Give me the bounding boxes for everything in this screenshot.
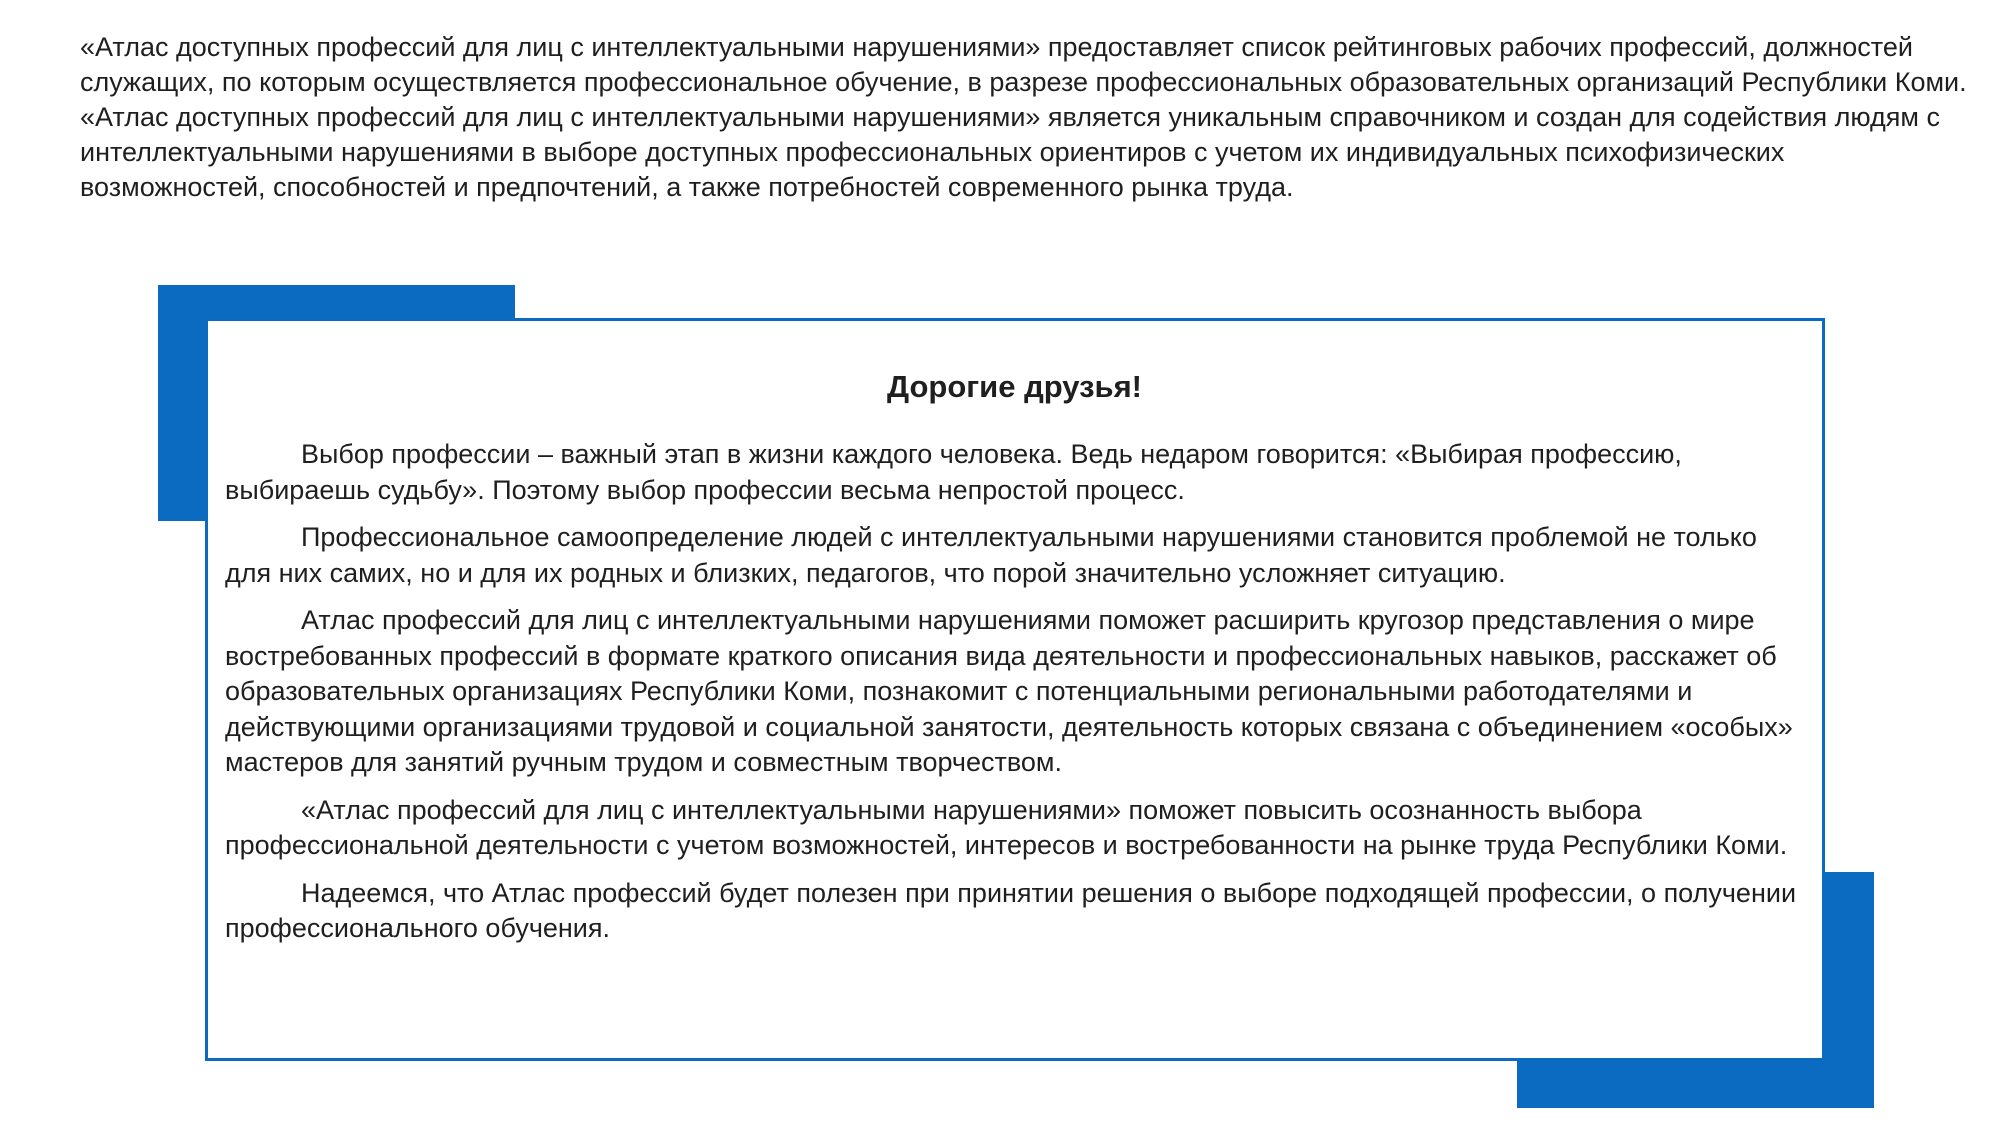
card-paragraph: Профессиональное самоопределение людей с интеллектуальными нарушениями становится проблемой не только для них самих, но и для их родных и близких, педагогов, что порой значительно усложняет ситуацию.: [225, 522, 1757, 588]
card-title: Дорогие друзья!: [886, 369, 1142, 404]
intro-paragraph: «Атлас доступных профессий для лиц с интеллектуальными нарушениями» предоставляет список рейтинговых рабочих профессий, должностей служащих, по которым осуществляется профессиональное обучение, в разрезе профессиональных образовательных организаций Республики Коми.: [80, 32, 1967, 97]
card-paragraph: Атлас профессий для лиц с интеллектуальными нарушениями поможет расширить кругозор представления о мире востребованных профессий в формате краткого описания вида деятельности и профессиональных навыков, расскажет об образовательных организациях Республики Коми, познакомит с потенциальными региональными работодателями и действующими организациями трудовой и социальной занятости, деятельность которых связана с объединением «особых» мастеров для занятий ручным трудом и совместным творчеством.: [225, 605, 1793, 777]
address-card: [205, 318, 1825, 1061]
intro-text: [80, 30, 1970, 205]
card-paragraph: Выбор профессии – важный этап в жизни каждого человека. Ведь недаром говорится: «Выбирая профессию, выбираешь судьбу». Поэтому выбор профессии весьма непростой процесс.: [225, 439, 1682, 505]
card-paragraph: «Атлас профессий для лиц с интеллектуальными нарушениями» поможет повысить осознанность выбора профессиональной деятельности с учетом возможностей, интересов и востребованности на рынке труда Республики Коми.: [225, 794, 1788, 860]
card-paragraph: Надеемся, что Атлас профессий будет полезен при принятии решения о выборе подходящей профессии, о получении профессионального обучения.: [225, 877, 1797, 943]
intro-paragraph: «Атлас доступных профессий для лиц с интеллектуальными нарушениями» является уникальным справочником и создан для содействия людям с интеллектуальными нарушениями в выборе доступных профессиональных ориентиров с учетом их индивидуальных психофизических возможностей, способностей и предпочтений, а также потребностей современного рынка труда.: [80, 102, 1940, 202]
